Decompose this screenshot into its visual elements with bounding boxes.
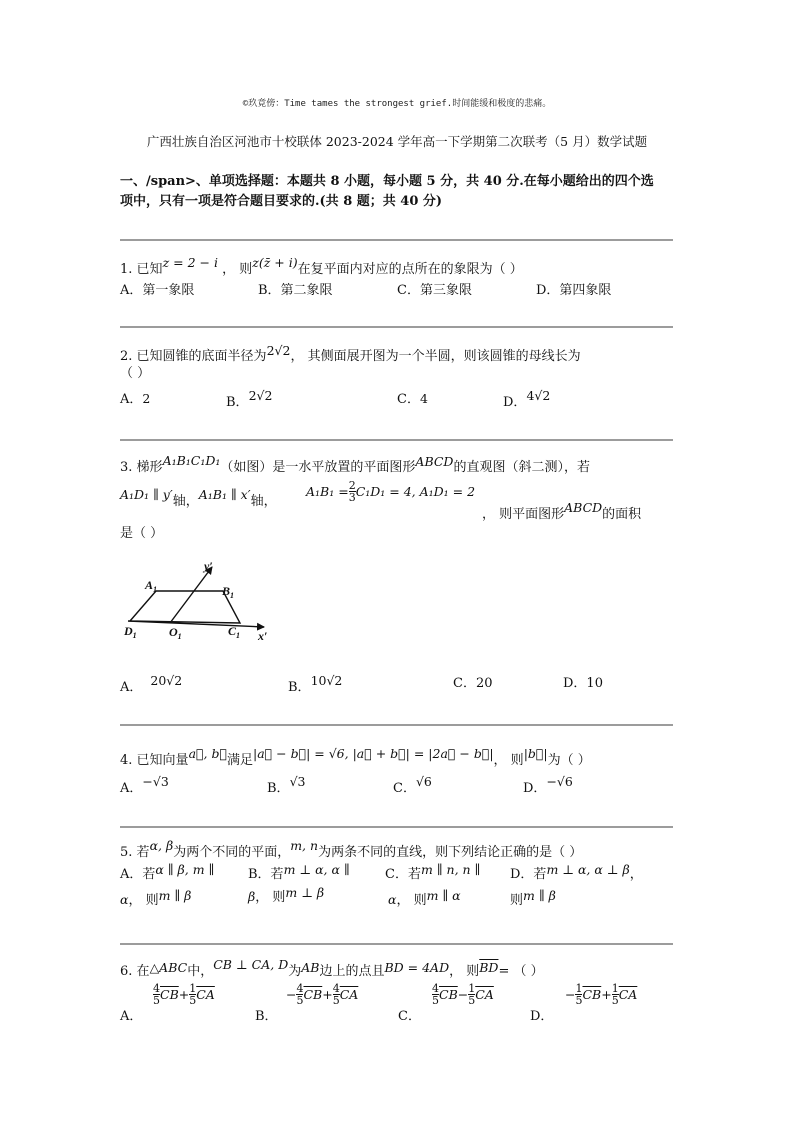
- q1-option-d[interactable]: D．第四象限: [536, 283, 612, 298]
- label-b: B: [222, 584, 231, 598]
- label-o-sub: 1: [177, 632, 182, 641]
- q5-number: 5.: [120, 845, 133, 860]
- q6-option-d-label[interactable]: D．: [530, 1009, 554, 1024]
- q5-option-c-cont[interactable]: [388, 889, 461, 908]
- q6-b-frac-2-den: 5: [332, 994, 340, 1007]
- q1-option-b[interactable]: B．第二象限: [258, 283, 333, 298]
- q6-b-vec-2: $\overline{CA}$: [339, 987, 359, 1002]
- q6-option-d[interactable]: [565, 983, 637, 1006]
- q6-a-vec-2: $\overline{CA}$: [196, 987, 215, 1002]
- q6-b-sign: −: [286, 987, 297, 1002]
- question-2: [120, 345, 581, 364]
- q2-option-c-value: 4: [419, 391, 428, 406]
- q2-option-d[interactable]: [503, 385, 551, 410]
- q3-option-b[interactable]: [288, 670, 343, 695]
- q6-option-b[interactable]: [286, 983, 358, 1006]
- q1-number: 1.: [120, 262, 133, 277]
- q6-a-op: +: [178, 987, 190, 1002]
- q5-d-math: m ⊥ α, α ⊥ β: [546, 862, 630, 877]
- q6-c-frac-1: [432, 983, 439, 1006]
- label-o: O: [169, 625, 178, 639]
- q6-math-5: $\overline{BD}$: [479, 960, 499, 975]
- q4-option-c-label: C．: [393, 781, 416, 796]
- q5-text-1: 若: [136, 845, 150, 860]
- q5-option-b[interactable]: [248, 863, 350, 882]
- q6-text-5: ， 则: [449, 964, 480, 979]
- q5-b-prefix: B．若: [248, 867, 284, 882]
- q6-c-frac-1-den: 5: [432, 994, 439, 1007]
- q3-text-7: 的面积: [602, 507, 642, 522]
- watermark: ©玖竟傍：Time tames the strongest grief.时间能缓和极度的悲痛。: [242, 99, 552, 109]
- q2-text-3: （ ）: [120, 366, 151, 381]
- q4-option-c[interactable]: [393, 771, 432, 796]
- label-x: x′: [258, 629, 268, 643]
- q6-b-frac-1-den: 5: [296, 994, 304, 1007]
- q2-text-2: ， 其侧面展开图为一个半圆，则该圆锥的母线长为: [290, 349, 581, 364]
- q4-option-d-value: −√6: [546, 774, 573, 789]
- q4-math-1: a⃗, b⃗: [188, 746, 227, 761]
- q5-b-result: m ⊥ β: [285, 885, 325, 900]
- label-y: y′: [204, 559, 213, 573]
- q3-text-5: 轴，: [250, 494, 277, 509]
- q4-text-4: 为（ ）: [547, 753, 591, 768]
- divider: [120, 326, 673, 328]
- q4-math-3: |b⃗|: [523, 746, 548, 761]
- label-b-sub: 1: [230, 591, 235, 600]
- q6-b-frac-1-num: 4: [296, 982, 304, 995]
- q6-b-vec-1: $\overline{CB}$: [303, 987, 323, 1002]
- divider: [120, 724, 673, 726]
- q1-math-2: z(z̄ + i): [252, 255, 298, 270]
- q2-option-c-label: C．: [397, 392, 420, 407]
- q3-text-2: （如图）是一水平放置的平面图形: [220, 460, 416, 475]
- q5-d-then: 则: [510, 893, 524, 908]
- divider: [120, 826, 673, 828]
- q3-math-3: A₁D₁ ∥ y′: [120, 487, 173, 502]
- divider: [120, 439, 673, 441]
- q3-text-3: 的直观图（斜二测），若: [453, 460, 590, 475]
- q4-option-d-label: D．: [523, 781, 547, 796]
- q4-math-2: |a⃗ − b⃗| = √6, |a⃗ + b⃗| = |2a⃗ − b⃗|: [252, 746, 494, 761]
- q3-math-4: A₁B₁ ∥ x′: [198, 487, 251, 502]
- q2-option-d-label: D．: [503, 395, 527, 410]
- divider: [120, 239, 673, 241]
- q3-option-a-label: A．: [120, 680, 143, 695]
- question-4: [120, 746, 591, 768]
- q6-a-frac-1-num: 4: [153, 982, 160, 995]
- q6-option-b-label[interactable]: B．: [255, 1009, 278, 1024]
- q5-d-comma: ，: [629, 867, 643, 882]
- q5-d-prefix: D．若: [510, 867, 547, 882]
- q6-d-op: +: [601, 987, 612, 1002]
- q6-b-frac-2: [333, 983, 340, 1006]
- q3-text-1: 梯形: [136, 460, 163, 475]
- q3-option-a[interactable]: [120, 670, 183, 695]
- q5-c-cont: α: [388, 892, 397, 907]
- q3-fraction: [349, 480, 356, 503]
- label-o1: [169, 625, 182, 641]
- q2-option-b[interactable]: [226, 385, 273, 410]
- q6-a-frac-2-den: 5: [189, 994, 197, 1007]
- q6-option-a[interactable]: [153, 983, 215, 1006]
- q1-option-a[interactable]: A．第一象限: [120, 283, 195, 298]
- label-d: D: [124, 624, 133, 638]
- q6-math-2: CB ⊥ CA, D: [213, 957, 289, 972]
- q5-option-a[interactable]: [120, 863, 214, 882]
- q3-option-c[interactable]: C．20: [453, 676, 493, 691]
- divider: [120, 943, 673, 945]
- q6-c-frac-2-num: 1: [468, 982, 476, 995]
- q5-a-then: ， 则: [128, 893, 159, 908]
- section-heading: [120, 172, 680, 212]
- question-1: [120, 255, 523, 277]
- question-3: [120, 453, 590, 475]
- q2-option-d-value: 4√2: [526, 388, 551, 403]
- label-c: C: [228, 624, 237, 638]
- q6-option-c[interactable]: [432, 983, 494, 1006]
- q4-option-a[interactable]: [120, 771, 169, 796]
- q6-d-frac-1-num: 1: [575, 982, 583, 995]
- q3-math-5-lhs: A₁B₁ =: [306, 484, 349, 499]
- q6-c-frac-2-den: 5: [468, 994, 476, 1007]
- q4-option-a-value: −√3: [142, 774, 169, 789]
- q4-option-b-value: √3: [289, 774, 306, 789]
- q5-math-1: α, β: [149, 838, 174, 853]
- q4-option-a-label: A．: [120, 781, 143, 796]
- q6-text-1: 在: [136, 964, 150, 979]
- q6-text-6: = （ ）: [498, 964, 544, 979]
- label-a: A: [145, 578, 154, 592]
- q3-option-d[interactable]: D．10: [563, 676, 603, 691]
- y-axis: [170, 567, 212, 623]
- q5-b-math: m ⊥ α, α ∥: [283, 862, 350, 877]
- q6-number: 6.: [120, 964, 133, 979]
- q6-c-op: −: [457, 987, 469, 1002]
- q3-text-6: ， 则平面图形: [482, 507, 565, 522]
- q5-b-cont: β: [248, 889, 256, 904]
- label-b1: [221, 584, 234, 600]
- q5-option-b-cont[interactable]: [248, 886, 324, 905]
- q2-text-1: 已知圆锥的底面半径为: [136, 349, 267, 364]
- q3-math-1: A₁B₁C₁D₁: [162, 453, 221, 468]
- q3-line-2-tail: [482, 500, 642, 522]
- q6-d-frac-2: [612, 983, 619, 1006]
- q5-c-math: m ∥ n, n ∥: [420, 862, 481, 877]
- q3-math-5: [306, 480, 475, 503]
- q6-d-vec-2: $\overline{CA}$: [618, 987, 638, 1002]
- q5-c-then: ， 则: [396, 893, 427, 908]
- q3-number: 3.: [120, 460, 133, 475]
- q3-math-6: ABCD: [564, 500, 603, 515]
- q5-a-result: m ∥ β: [158, 888, 192, 903]
- q4-number: 4.: [120, 753, 133, 768]
- q3-text-4: 轴，: [172, 494, 199, 509]
- q6-option-c-label[interactable]: C．: [398, 1009, 421, 1024]
- q6-d-sign: −: [565, 987, 576, 1002]
- label-a-sub: 1: [153, 585, 158, 594]
- section-heading-line2: 项中，只有一项是符合题目要求的.(共 8 题；共 40 分): [120, 194, 443, 209]
- q1-text-1: 已知: [136, 262, 163, 277]
- q6-text-2: 中，: [187, 964, 214, 979]
- q2-option-b-value: 2√2: [248, 388, 273, 403]
- q6-b-frac-2-num: 4: [332, 982, 340, 995]
- q5-a-prefix: A．若: [120, 867, 156, 882]
- q3-option-b-value: 10√2: [310, 673, 343, 688]
- q1-math-1: z = 2 − i: [162, 255, 218, 270]
- q5-option-a-cont[interactable]: [120, 889, 191, 908]
- q4-option-c-value: √6: [415, 774, 432, 789]
- q6-d-frac-2-num: 1: [611, 982, 619, 995]
- q4-text-2: 满足: [226, 753, 253, 768]
- document-title: 广西壮族自治区河池市十校联体 2023-2024 学年高一下学期第二次联考（5 月）数学试题: [146, 134, 648, 149]
- q6-a-frac-1: [153, 983, 160, 1006]
- q6-d-frac-1-den: 5: [575, 994, 583, 1007]
- q6-a-vec-1: $\overline{CB}$: [160, 987, 179, 1002]
- q3-text-8: 是（ ）: [120, 526, 164, 541]
- q5-d-result: m ∥ β: [523, 888, 556, 903]
- q3-option-b-label: B．: [288, 680, 311, 695]
- q6-math-3: AB: [301, 960, 320, 975]
- q2-option-a-value: 2: [142, 391, 151, 406]
- q6-d-vec-1: $\overline{CB}$: [582, 987, 602, 1002]
- q2-option-b-label: B．: [226, 395, 249, 410]
- label-a1: [144, 578, 157, 594]
- label-d1: [123, 624, 137, 640]
- q5-math-2: m, n: [290, 838, 319, 853]
- q3-fraction-num: 2: [348, 479, 356, 492]
- q5-option-d-cont[interactable]: [510, 889, 556, 908]
- q4-option-b-label: B．: [267, 781, 290, 796]
- q5-a-math: α ∥ β, m ∥: [155, 862, 215, 877]
- q5-c-prefix: C．若: [385, 867, 421, 882]
- q2-option-c[interactable]: [397, 388, 428, 407]
- q6-option-a-label[interactable]: A．: [120, 1009, 143, 1024]
- q6-a-frac-2-num: 1: [189, 982, 197, 995]
- q6-math-1: △ABC: [149, 960, 188, 975]
- q3-line-2: [120, 487, 277, 509]
- q1-option-c[interactable]: C．第三象限: [397, 283, 472, 298]
- q3-fraction-den: 3: [348, 491, 356, 504]
- section-heading-line1: 一、/span>、单项选择题：本题共 8 小题，每小题 5 分，共 40 分.在每小题给出的四个选: [120, 174, 654, 189]
- q4-text-3: ， 则: [493, 753, 524, 768]
- q6-text-4: 边上的点且: [319, 964, 385, 979]
- q4-option-d[interactable]: [523, 771, 573, 796]
- q6-math-4: BD = 4AD: [384, 960, 450, 975]
- q2-math-1: 2√2: [266, 343, 291, 358]
- label-d-sub: 1: [132, 631, 137, 640]
- q5-text-2: 为两个不同的平面，: [173, 845, 291, 860]
- q4-option-b[interactable]: [267, 771, 306, 796]
- q5-option-d[interactable]: [510, 863, 643, 882]
- q6-c-vec-2: $\overline{CA}$: [475, 987, 494, 1002]
- question-5: [120, 838, 583, 860]
- q3-math-5-rhs: C₁D₁ = 4, A₁D₁ = 2: [355, 484, 476, 499]
- q2-option-a-label: A．: [120, 392, 143, 407]
- q6-b-op: +: [322, 987, 333, 1002]
- q1-text-3: 在复平面内对应的点所在的象限为（ ）: [297, 262, 523, 277]
- q3-option-a-value: 20√2: [150, 673, 183, 688]
- q3-trapezoid-figure: [118, 556, 278, 648]
- q2-option-a[interactable]: [120, 388, 150, 407]
- q2-number: 2.: [120, 349, 133, 364]
- q5-c-result: m ∥ α: [426, 888, 461, 903]
- q5-text-3: 为两条不同的直线，则下列结论正确的是（ ）: [318, 845, 583, 860]
- q6-d-frac-2-den: 5: [611, 994, 619, 1007]
- q6-c-frac-1-num: 4: [432, 982, 439, 995]
- q6-a-frac-1-den: 5: [153, 994, 160, 1007]
- q6-text-3: 为: [288, 964, 302, 979]
- q5-a-cont: α: [120, 892, 129, 907]
- q3-math-2: ABCD: [415, 454, 454, 469]
- q5-b-then: ， 则: [255, 890, 286, 905]
- q5-option-c[interactable]: [385, 863, 480, 882]
- q6-c-vec-1: $\overline{CB}$: [439, 987, 458, 1002]
- q1-text-2: ， 则: [222, 262, 253, 277]
- label-c-sub: 1: [236, 631, 241, 640]
- q4-text-1: 已知向量: [136, 753, 189, 768]
- question-6: [120, 957, 544, 979]
